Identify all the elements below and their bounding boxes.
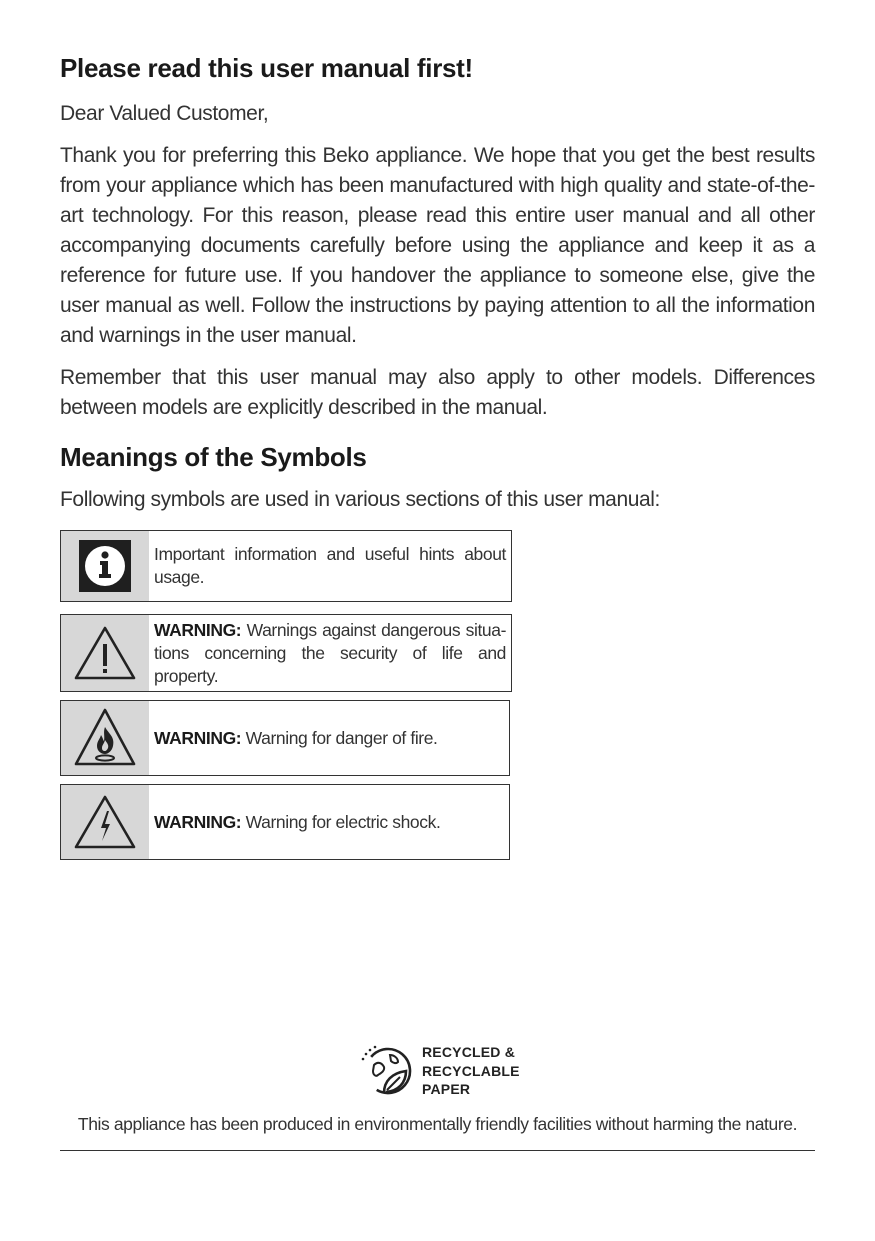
footer-divider: [60, 1150, 815, 1151]
recycle-globe-icon: [360, 1041, 416, 1101]
symbol-prefix: WARNING:: [154, 619, 242, 640]
symbol-description: [149, 701, 509, 775]
symbol-text: Important information and useful hints about usage.: [154, 544, 506, 587]
remember-paragraph: Remember that this user manual may also apply to other models. Differences between models are explicitly described in the manual.: [60, 366, 815, 419]
symbol-description: [149, 785, 509, 859]
symbol-row-warning: [60, 614, 512, 692]
warning-triangle-icon: [61, 615, 149, 691]
greeting-text: Dear Valued Customer,: [60, 102, 269, 125]
symbol-row-fire: [60, 700, 510, 776]
symbol-row-electric: [60, 784, 510, 860]
environment-note: This appliance has been produced in environmentally friendly facilities without harming the nature.: [77, 1114, 798, 1134]
symbol-row-info: [60, 530, 512, 602]
symbol-prefix: WARNING:: [154, 727, 242, 748]
electric-shock-icon: [61, 785, 149, 859]
intro-paragraph: Thank you for preferring this Beko appliance. We hope that you get the best results from your appliance which has been manufactured with high quality and state-of-the-art technology. For this reason, please read this entire user manual and all other accompanying documents carefully before using the appliance and keep it as a reference for future use. If you handover the appliance to someone else, give the user manual as well. Follow the instructions by paying attention to all the information and warnings in the user manual.: [60, 144, 815, 347]
page-title: Please read this user manual first!: [60, 53, 473, 83]
symbols-intro: Following symbols are used in various sections of this user manual:: [60, 488, 660, 511]
symbol-text: Warnings against dangerous situa-tions concerning the security of life and property.: [154, 619, 506, 686]
symbol-text: Warning for electric shock.: [241, 811, 441, 832]
symbol-description: [149, 615, 511, 691]
recycle-label-line: RECYCLED &: [422, 1044, 516, 1061]
symbol-text: Warning for danger of fire.: [241, 727, 438, 748]
fire-warning-icon: [61, 701, 149, 775]
recycle-label-line: RECYCLABLE: [422, 1062, 520, 1079]
symbol-prefix: WARNING:: [154, 811, 242, 832]
recycle-label-line: PAPER: [422, 1081, 471, 1098]
symbol-description: [149, 531, 511, 601]
info-icon: [61, 531, 149, 601]
recycled-paper-logo: [360, 1040, 540, 1102]
symbols-heading: Meanings of the Symbols: [60, 442, 367, 472]
